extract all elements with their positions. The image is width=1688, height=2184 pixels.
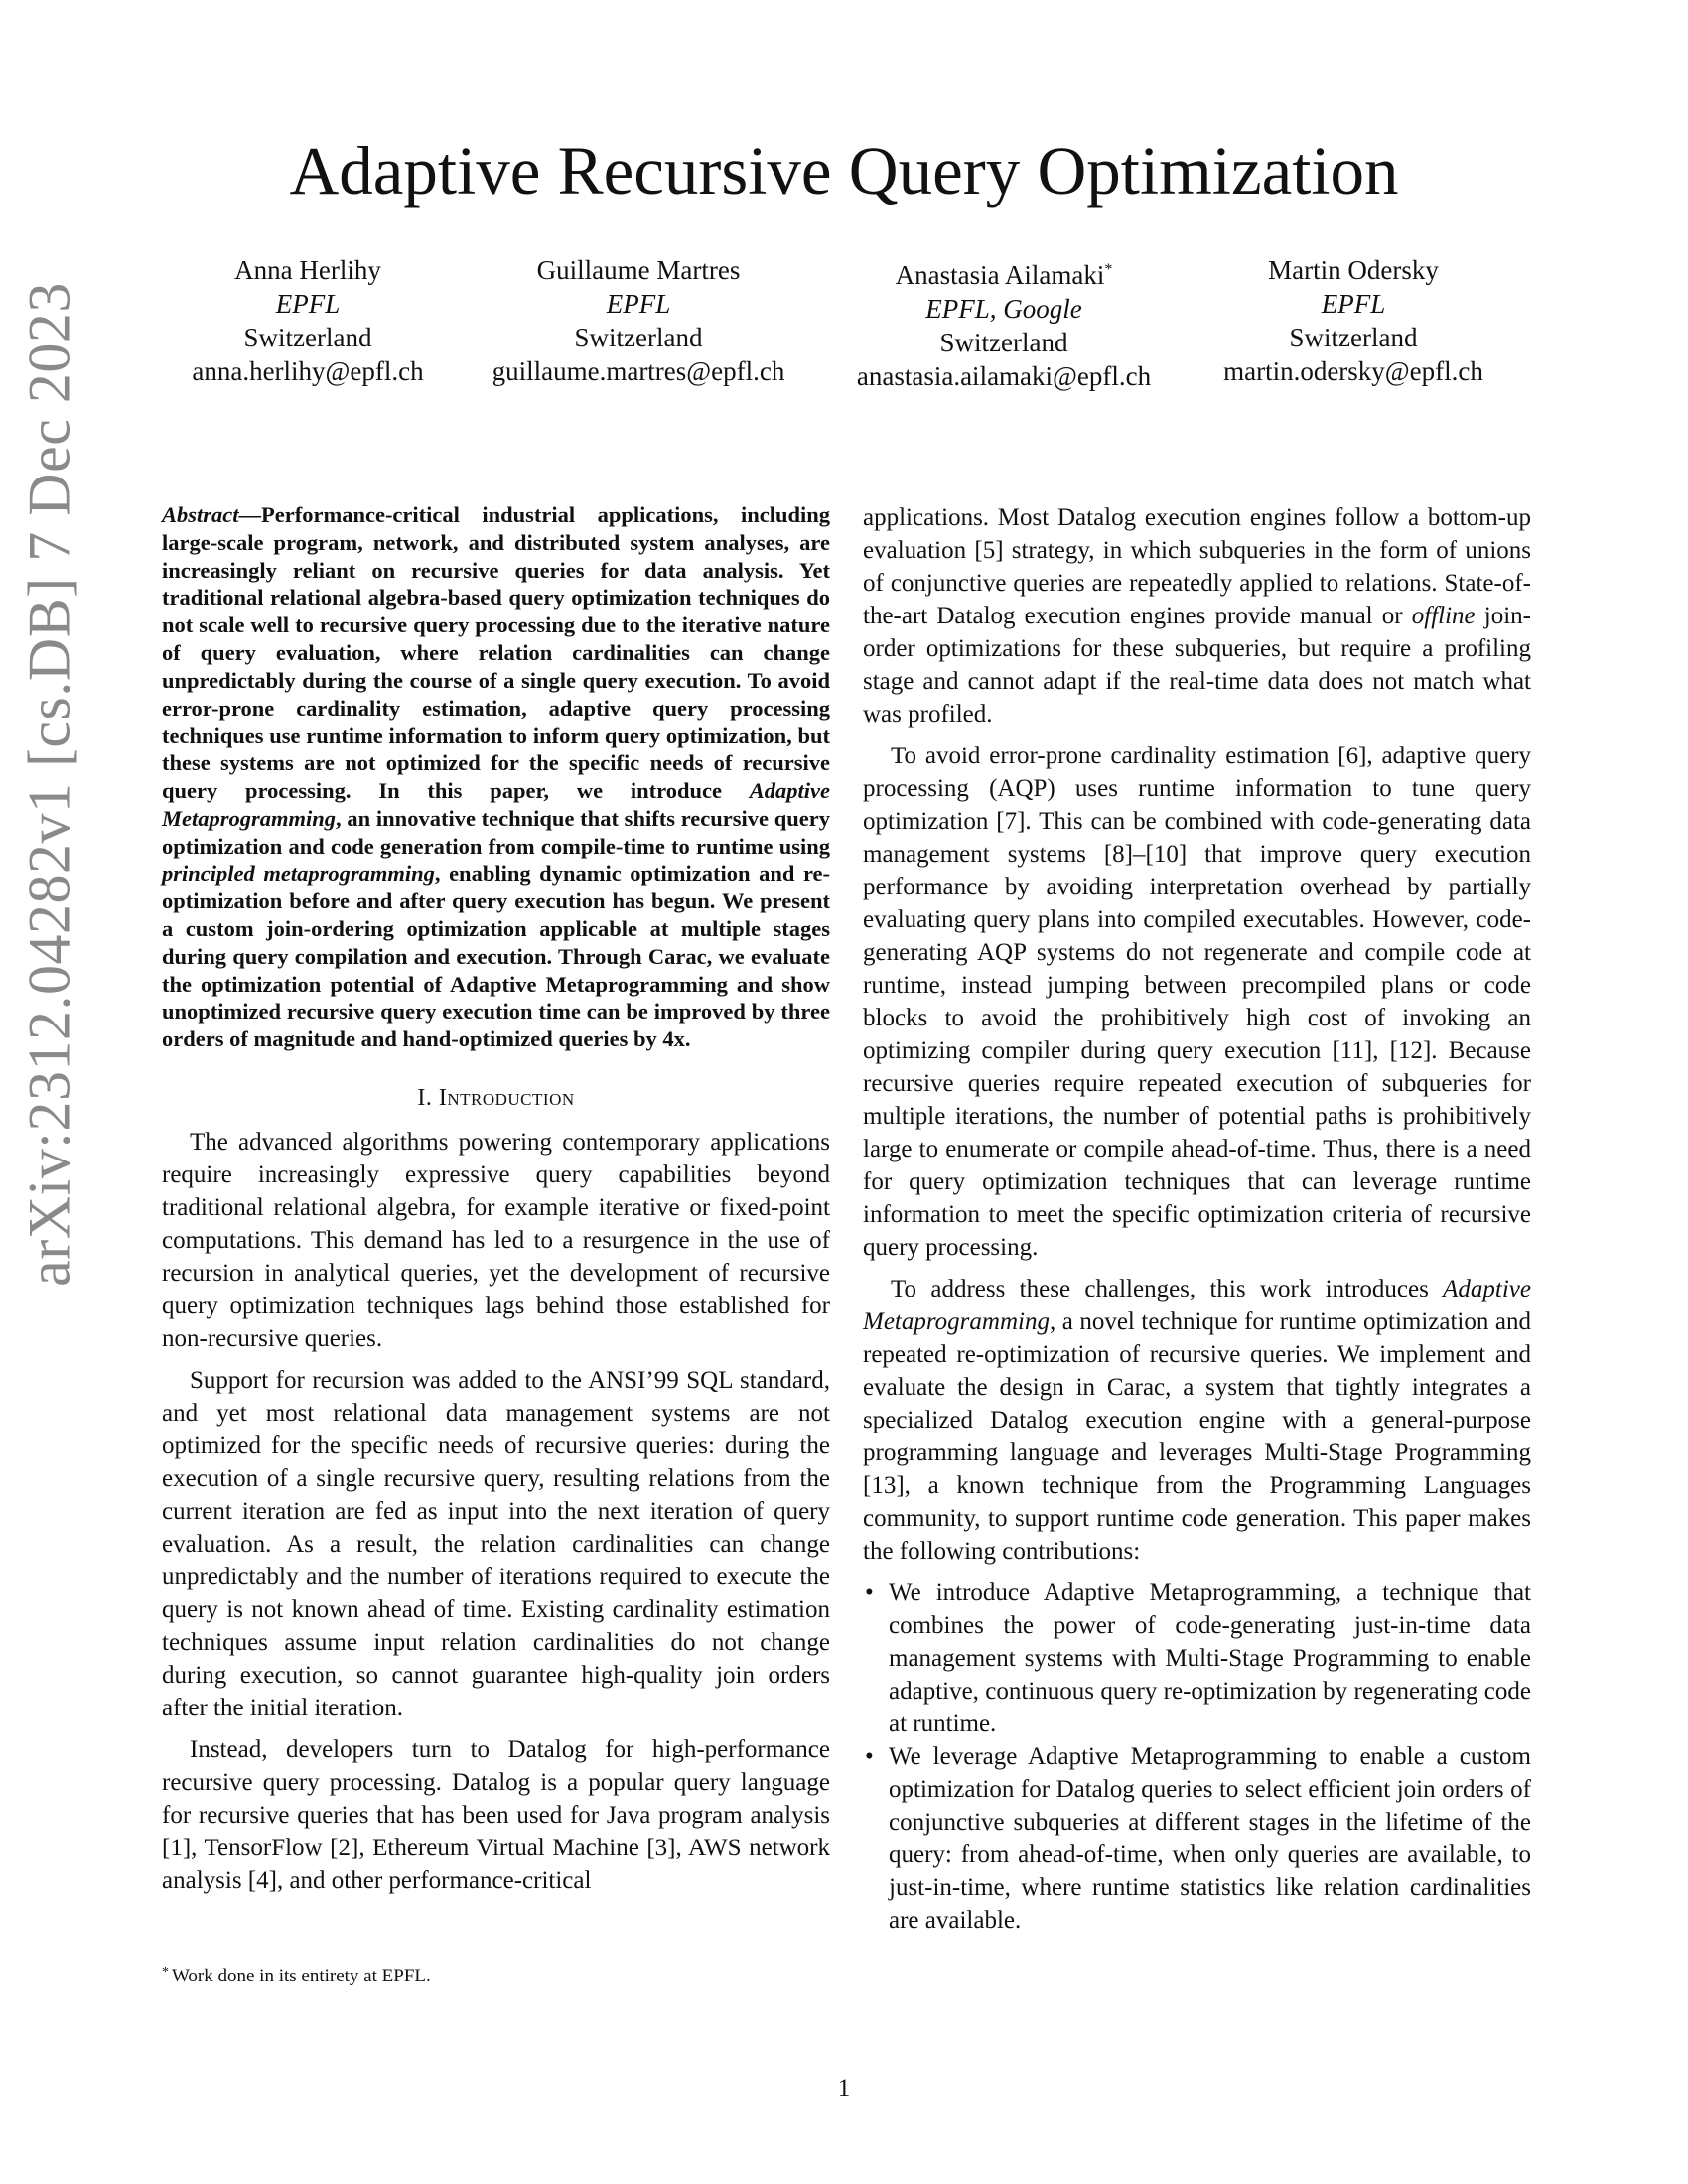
abstract-text-1: Performance-critical industrial applications, including large-scale program, network, and distributed system analyses, are increasingly reliant on recursive queries for data analysis. Yet traditional relational algebra-based query optimization techniques do not scale well to recursive query processing due to the iterative nature of query evaluation, where relation cardinalities can change unpredictably during the course of a single query execution. To avoid error-prone cardinality estimation, adaptive query processing techniques use runtime information to inform query optimization, but these systems are not optimized for the specific needs of recursive query processing. In this paper, we introduce	[162, 502, 830, 803]
abstract-text-3: , enabling dynamic optimization and re-optimization before and after query execution has begun. We present a custom join-ordering optimization applicable at multiple stages during query compilation and execution. Through Carac, we evaluate the optimization potential of Adaptive Metaprogramming and show unoptimized recursive query execution time can be improved by three orders of magnitude and hand-optimized queries by 4x.	[162, 861, 831, 1052]
paper-title: Adaptive Recursive Query Optimization	[289, 133, 1399, 208]
author-name: Guillaume Martres	[536, 255, 741, 285]
intro-paragraph-2: Support for recursion was added to the ANSI’99 SQL standard, and yet most relational data management systems are not optimized for the specific needs of recursive queries: during the execution of a single recursive query, resulting relations from the current iteration are fed as input into the next iteration of query evaluation. As a result, the relation cardinalities can change unpredictably and the number of iterations required to execute the query is not known ahead of time. Existing cardinality estimation techniques assume input relation cardinalities do not change during execution, so cannot guarantee high-quality join orders after the initial iteration.	[162, 1366, 830, 1721]
contributions-list	[863, 1576, 1531, 1937]
author-affiliation: EPFL, Google	[925, 294, 1082, 324]
author-country: Switzerland	[1289, 323, 1418, 352]
right-column	[863, 501, 1531, 1937]
left-column	[162, 501, 830, 1906]
author-name: Anna Herlihy	[234, 255, 381, 285]
paragraph-text: join-order optimizations for these subqueries, but require a profiling stage and cannot adapt if the real-time data does not match what was profiled.	[863, 603, 1532, 728]
author-1	[119, 253, 496, 388]
paragraph-emphasis: Adaptive Metaprogramming	[863, 1276, 1531, 1335]
author-country: Switzerland	[939, 328, 1068, 357]
contribution-item: • We leverage Adaptive Metaprogramming to enable a custom optimization for Datalog queries to select efficient join orders of conjunctive subqueries at different stages in the lifetime of the query: from ahead-of-time, when only queries are available, to just-in-time, where runtime statistics like relation cardinalities are available.	[863, 1740, 1531, 1937]
intro-paragraph-3-continued	[863, 501, 1531, 731]
intro-paragraph-1: The advanced algorithms powering contemporary applications require increasingly expressive query capabilities beyond traditional relational algebra, for example iterative or fixed-point computations. This demand has led to a resurgence in the use of recursion in analytical queries, yet the development of recursive query optimization techniques lags behind those established for non-recursive queries.	[162, 1128, 830, 1352]
author-affiliation: EPFL	[275, 289, 341, 319]
author-email: guillaume.martres@epfl.ch	[492, 356, 785, 386]
abstract-text-2: , an innovative technique that shifts recursive query optimization and code generation from compile-time to runtime using	[162, 805, 830, 859]
author-country: Switzerland	[243, 323, 372, 352]
author-4	[1165, 253, 1542, 388]
abstract-label: Abstract	[162, 502, 239, 527]
footnote-mark: *	[162, 1965, 169, 1979]
author-country: Switzerland	[574, 323, 703, 352]
paragraph-text: applications. Most Datalog execution engines follow a bottom-up evaluation [5] strategy, in which subqueries in the form of unions of conjunctive queries are repeatedly applied to relations. State-of-the-art Datalog execution engines provide manual or	[863, 504, 1531, 629]
author-affiliation: EPFL	[606, 289, 671, 319]
section-number: I.	[417, 1084, 433, 1111]
author-name: Martin Odersky	[1268, 255, 1439, 285]
paragraph-text: To address these challenges, this work introduces	[891, 1276, 1444, 1302]
abstract	[162, 501, 830, 1053]
author-email: anna.herlihy@epfl.ch	[192, 356, 424, 386]
author-name: Anastasia Ailamaki	[895, 260, 1105, 290]
abstract-emphasis-1: Adaptive Metaprogramming	[162, 777, 830, 831]
intro-paragraph-5	[863, 1273, 1531, 1568]
footnote	[162, 1961, 830, 1988]
intro-paragraph-4: To avoid error-prone cardinality estimation [6], adaptive query processing (AQP) uses runtime information to tune query optimization [7]. This can be combined with code-generating data management systems [8]–[10] that improve query execution performance by avoiding interpretation overhead by partially evaluating query plans into compiled executables. However, code-generating AQP systems do not regenerate and compile code at runtime, instead jumping between precompiled plans or code blocks to avoid the prohibitively high cost of invoking an optimizing compiler during query execution [11], [12]. Because recursive queries require repeated execution of subqueries for multiple iterations, the number of potential paths is prohibitively large to enumerate or compile ahead-of-time. Thus, there is a need for query optimization techniques that can leverage runtime information to meet the specific optimization criteria of recursive query processing.	[863, 743, 1531, 1261]
intro-paragraph-3: Instead, developers turn to Datalog for high-performance recursive query processing. Datalog is a popular query language for recursive queries that has been used for Java program analysis [1], TensorFlow [2], Ethereum Virtual Machine [3], AWS network analysis [4], and other performance-critical	[162, 1735, 830, 1894]
author-3	[815, 253, 1193, 393]
paragraph-emphasis: offline	[1411, 603, 1476, 629]
footnote-text: Work done in its entirety at EPFL.	[172, 1966, 431, 1986]
abstract-dash: —	[238, 502, 262, 527]
author-name-line	[815, 253, 1193, 292]
page-number: 1	[837, 2075, 851, 2102]
author-email: anastasia.ailamaki@epfl.ch	[856, 361, 1152, 391]
author-block	[0, 253, 1688, 392]
contribution-item: • We introduce Adaptive Metaprogramming, a technique that combines the power of code-generating just-in-time data management systems with Multi-Stage Programming to enable adaptive, continuous query re-optimization by regenerating code at runtime.	[863, 1576, 1531, 1740]
author-email: martin.odersky@epfl.ch	[1223, 356, 1483, 386]
author-2	[450, 253, 827, 388]
section-heading-introduction	[162, 1085, 830, 1112]
author-footnote-mark: *	[1104, 261, 1113, 278]
abstract-emphasis-2: principled metaprogramming	[162, 861, 435, 887]
author-affiliation: EPFL	[1321, 289, 1386, 319]
paragraph-text: , a novel technique for runtime optimization and repeated re-optimization of recursive queries. We implement and evaluate the design in Carac, a system that tightly integrates a specialized Datalog execution engine with a general-purpose programming language and leverages Multi-Stage Programming [13], a known technique from the Programming Languages community, to support runtime code generation. This paper makes the following contributions:	[863, 1308, 1531, 1565]
arxiv-identifier: arXiv:2312.04282v1 [cs.DB] 7 Dec 2023	[16, 282, 82, 1287]
section-title: Introduction	[438, 1084, 575, 1111]
